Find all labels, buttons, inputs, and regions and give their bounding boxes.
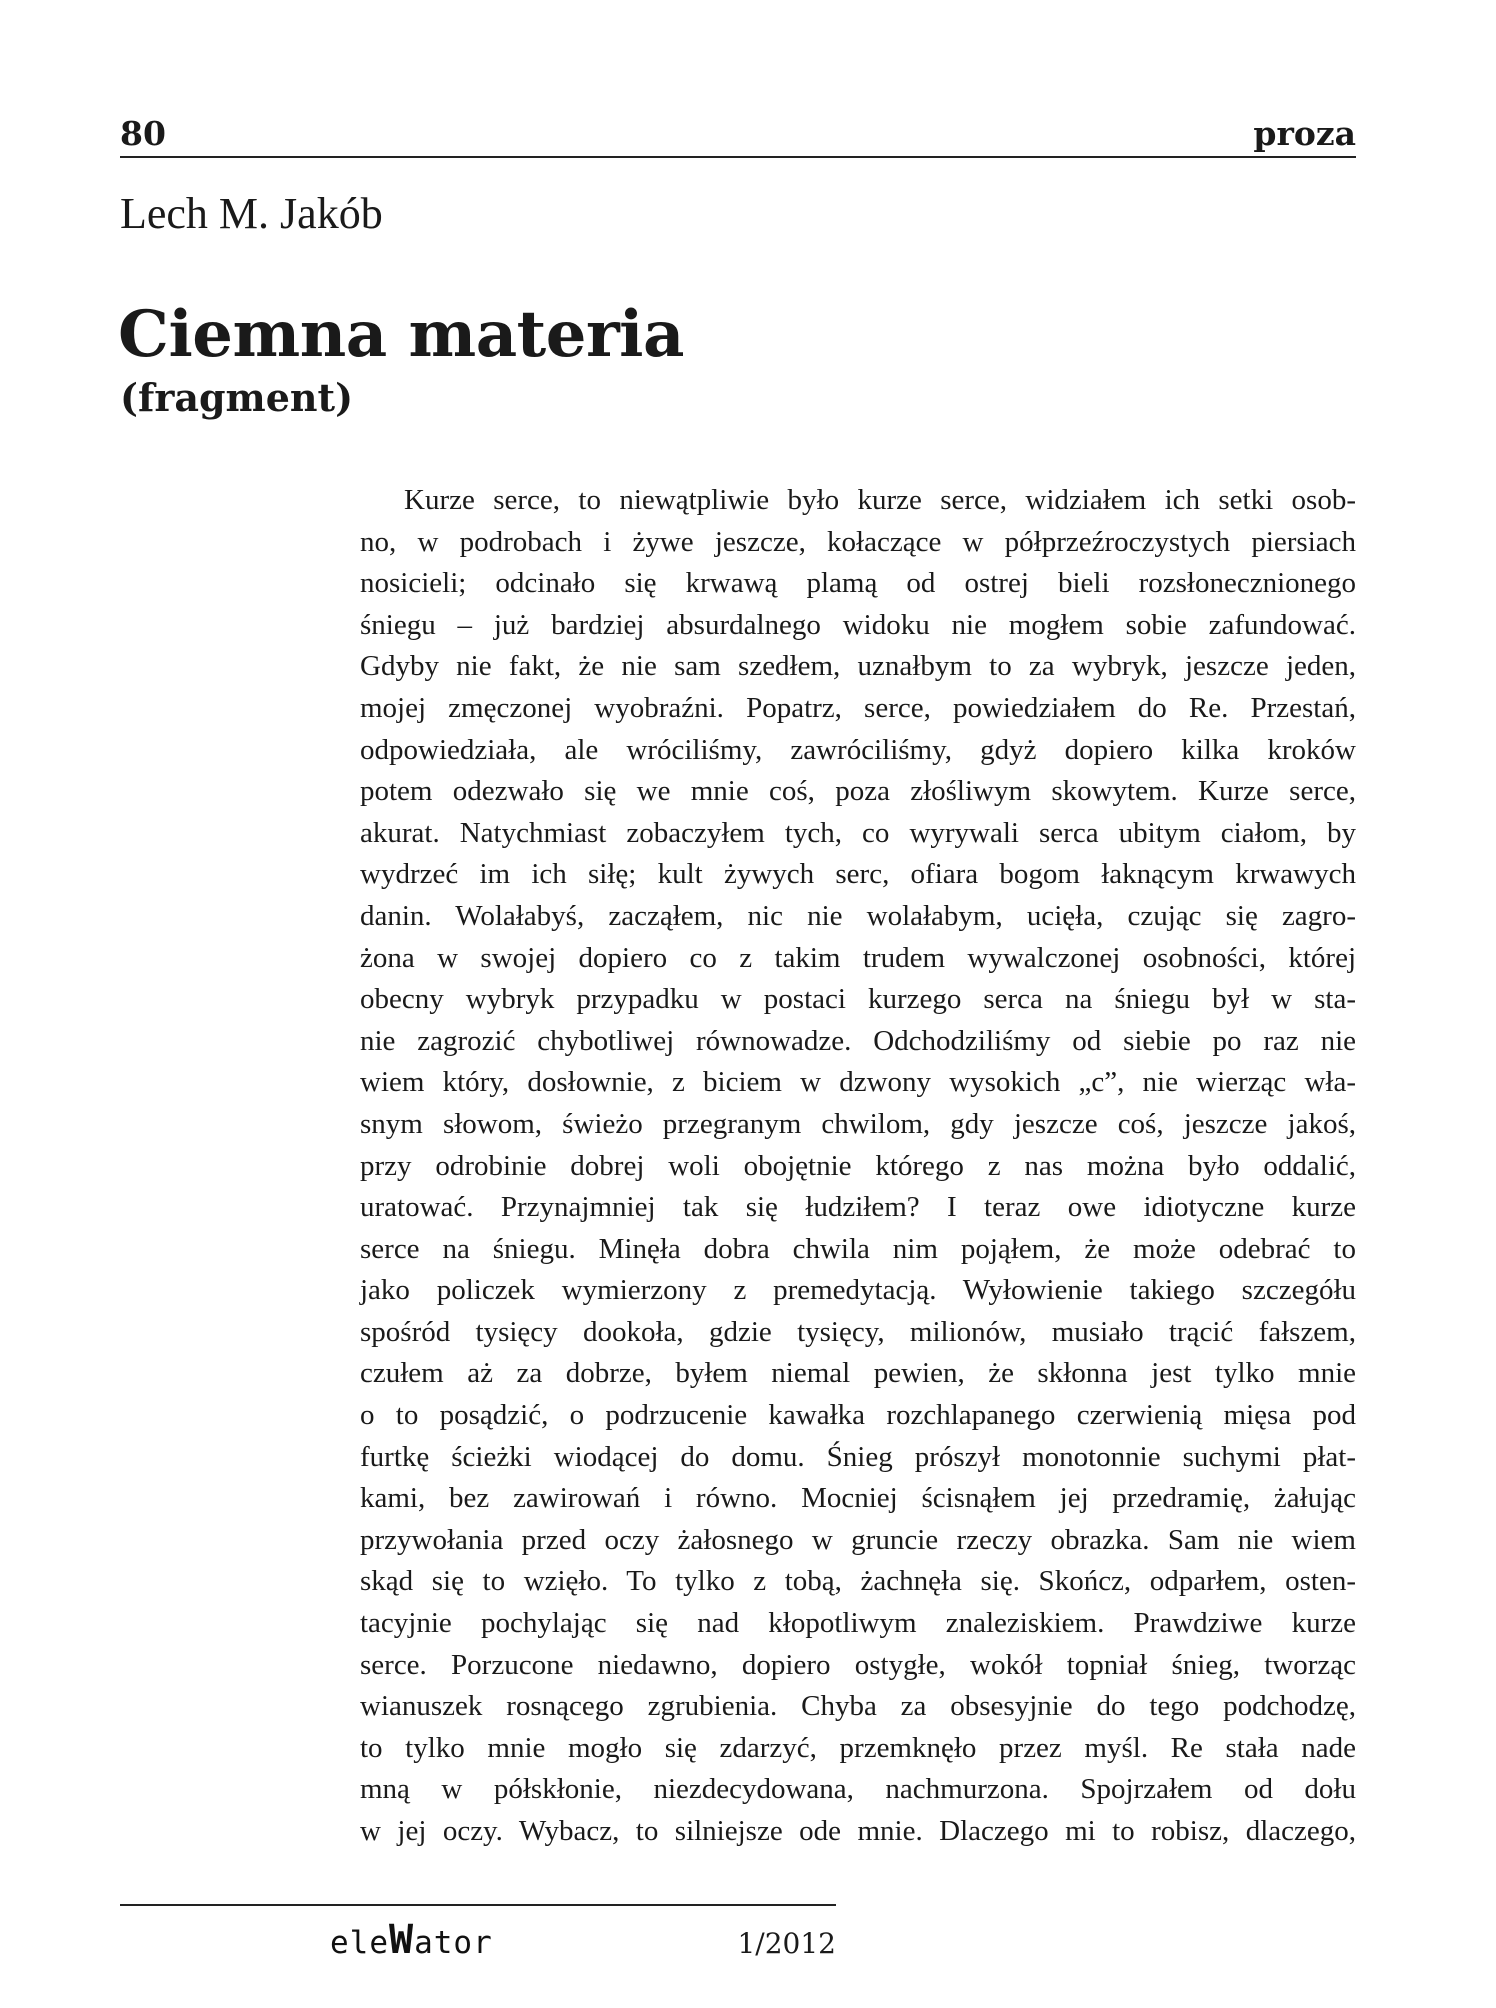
body-line: wiem który, dosłownie, z biciem w dzwony wysokich „c”, nie wierząc wła-	[360, 1066, 1356, 1099]
running-head	[120, 112, 1356, 158]
body-line: wianuszek rosnącego zgrubienia. Chyba za obsesyjnie do tego podchodzę,	[360, 1690, 1356, 1723]
body-line: serce na śniegu. Minęła dobra chwila nim pojąłem, że może odebrać to	[360, 1232, 1356, 1265]
body-line: akurat. Natychmiast zobaczyłem tych, co wyrywali serca ubitym ciałom, by	[360, 816, 1356, 849]
article-title: Ciemna materia	[118, 297, 684, 372]
body-line: w jej oczy. Wybacz, to silniejsze ode mnie. Dlaczego mi to robisz, dlaczego,	[360, 1815, 1356, 1847]
article-body	[360, 480, 1356, 1853]
body-line: furtkę ścieżki wiodącej do domu. Śnieg prószył monotonnie suchymi płat-	[360, 1440, 1356, 1473]
body-line: tacyjnie pochylając się nad kłopotliwym znaleziskiem. Prawdziwe kurze	[360, 1607, 1356, 1640]
body-line: mną w półskłonie, niezdecydowana, nachmurzona. Spojrzałem od dołu	[360, 1773, 1356, 1806]
body-line: potem odezwało się we mnie coś, poza złośliwym skowytem. Kurze serce,	[360, 775, 1356, 808]
section-label: proza	[1253, 114, 1356, 153]
body-line: nosicieli; odcinało się krwawą plamą od ostrej bieli rozsłonecznionego	[360, 567, 1356, 600]
logo-text-end: ator	[414, 1925, 493, 1961]
body-line: o to posądzić, o podrzucenie kawałka rozchlapanego czerwienią mięsa pod	[360, 1399, 1356, 1432]
magazine-logo	[330, 1917, 493, 1963]
body-line: danin. Wolałabyś, zacząłem, nic nie wolałabym, ucięła, czując się zagro-	[360, 899, 1356, 932]
body-line: Kurze serce, to niewątpliwie było kurze serce, widziałem ich setki osob-	[404, 484, 1356, 516]
body-line: przywołania przed oczy żałosnego w gruncie rzeczy obrazka. Sam nie wiem	[360, 1523, 1356, 1556]
body-line: jako policzek wymierzony z premedytacją. Wyłowienie takiego szczegółu	[360, 1274, 1356, 1307]
body-line: wydrzeć im ich siłę; kult żywych serc, ofiara bogom łaknącym krwawych	[360, 858, 1356, 891]
author-name: Lech M. Jakób	[120, 189, 383, 238]
issue-number: 1/2012	[737, 1927, 836, 1960]
body-line: przy odrobinie dobrej woli obojętnie którego z nas można było oddalić,	[360, 1149, 1356, 1182]
body-line: żona w swojej dopiero co z takim trudem wywalczonej osobności, której	[360, 941, 1356, 974]
body-line: śniegu – już bardziej absurdalnego widoku nie mogłem sobie zafundować.	[360, 608, 1356, 641]
body-line: czułem aż za dobrze, byłem niemal pewien, że skłonna jest tylko mnie	[360, 1357, 1356, 1390]
body-line: obecny wybryk przypadku w postaci kurzego serca na śniegu był w sta-	[360, 983, 1356, 1016]
body-line: no, w podrobach i żywe jeszcze, kołaczące w półprzeźroczystych piersiach	[360, 525, 1356, 558]
body-line: spośród tysięcy dookoła, gdzie tysięcy, milionów, musiało trącić fałszem,	[360, 1315, 1356, 1348]
body-line: serce. Porzucone niedawno, dopiero ostygłe, wokół topniał śnieg, tworząc	[360, 1648, 1356, 1681]
logo-text-start: ele	[330, 1925, 389, 1961]
body-line: odpowiedziała, ale wróciliśmy, zawróciliśmy, gdyż dopiero kilka kroków	[360, 733, 1356, 766]
body-line: snym słowom, świeżo przegranym chwilom, gdy jeszcze coś, jeszcze jakoś,	[360, 1107, 1356, 1140]
body-line: skąd się to wzięło. To tylko z tobą, żachnęła się. Skończ, odparłem, osten-	[360, 1565, 1356, 1598]
body-line: mojej zmęczonej wyobraźni. Popatrz, serce, powiedziałem do Re. Przestań,	[360, 691, 1356, 724]
body-line: to tylko mnie mogło się zdarzyć, przemknęło przez myśl. Re stała nade	[360, 1731, 1356, 1764]
body-line: kami, bez zawirowań i równo. Mocniej ścisnąłem jej przedramię, żałując	[360, 1482, 1356, 1515]
article-subtitle: (fragment)	[120, 375, 354, 420]
body-line: uratować. Przynajmniej tak się łudziłem? I teraz owe idiotyczne kurze	[360, 1191, 1356, 1224]
logo-text-w: W	[389, 1917, 415, 1963]
body-line: nie zagrozić chybotliwej równowadze. Odchodziliśmy od siebie po raz nie	[360, 1024, 1356, 1057]
body-line: Gdyby nie fakt, że nie sam szedłem, uznałbym to za wybryk, jeszcze jeden,	[360, 650, 1356, 683]
page-number: 80	[120, 114, 166, 153]
footer-rule	[120, 1904, 836, 1906]
